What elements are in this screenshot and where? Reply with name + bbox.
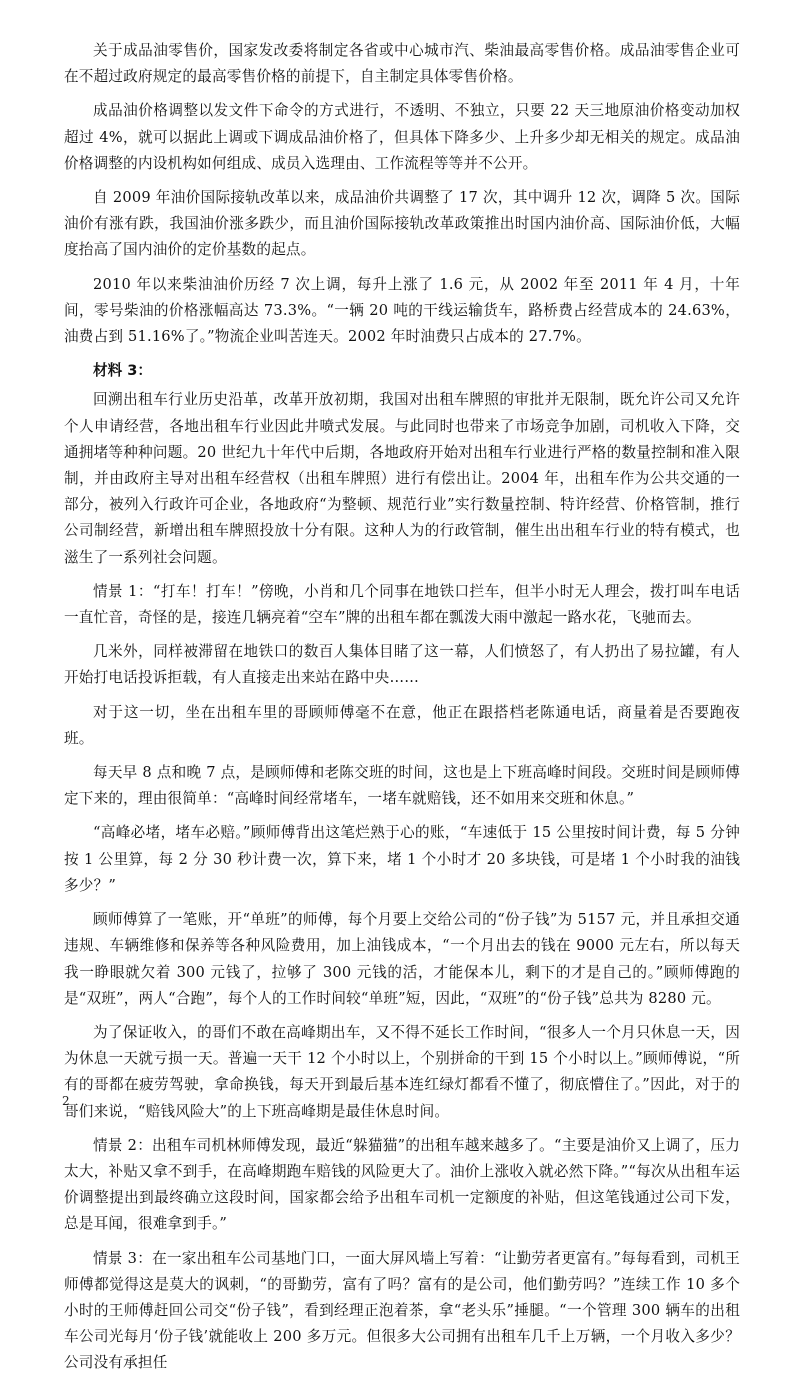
paragraph-price-adjustment: 成品油价格调整以发文件下命令的方式进行，不透明、不独立，只要 22 天三地原油价格变动加权超过 4%，就可以据此上调或下调成品油价格了，但具体下降多少、上升多少却无相关的规定。成品油价格调整的内设机构如何组成、成员入选理由、工作流程等等并不公开。 [64, 102, 740, 172]
paragraph-driver-gu: 对于这一切，坐在出租车里的哥顾师傅毫不在意，他正在跟搭档老陈通电话，商量着是否要跑夜班。 [64, 703, 740, 747]
paragraph-diesel-price: 2010 年以来柴油油价历经 7 次上调，每升上涨了 1.6 元，从 2002 年至 2011 年 4 月，十年间，零号柴油的价格涨幅高达 73.3%。“一辆 20 吨的干线运输货车，路桥费占经营成本的 24.63%，油费占到 51.16%了。”物流企业叫苦连天。2002 年时油费只占成本的 27.7%。 [64, 275, 740, 346]
section-heading-material-3: 材料 3： [93, 362, 153, 380]
paragraph-fee-calculation: 顾师傅算了一笔账，开“单班”的师傅，每个月要上交给公司的“份子钱”为 5157 元，并且承担交通违规、车辆维修和保养等各种风险费用，加上油钱成本，“一个月出去的钱在 9000 元左右，所以每天我一睁眼就欠着 300 元钱了，拉够了 300 元钱的活，才能保本儿，剩下的才是自己的。”顾师傅跑的是“双班”，两人“合跑”，每个人的工作时间较“单班”短，因此，“双班”的“份子钱”总共为 8280 元。 [64, 911, 740, 1007]
paragraph-scene-1: 情景 1：“打车！打车！”傍晚，小肖和几个同事在地铁口拦车，但半小时无人理会，拨打叫车电话一直忙音，奇怪的是，接连几辆亮着“空车”牌的出租车都在瓢泼大雨中激起一路水花，飞驰而去。 [64, 582, 740, 627]
paragraph-long-hours: 为了保证收入，的哥们不敢在高峰期出车，又不得不延长工作时间，“很多人一个月只休息一天，因为休息一天就亏损一天。普遍一天干 12 个小时以上，个别拼命的干到 15 个小时以上。”顾师傅说，“所有的哥都在疲劳驾驶，拿命换钱，每天开到最后基本连红绿灯都看不懂了，彻底懵住了。”因此，对于的哥们来说，“赔钱风险大”的上下班高峰期是最佳休息时间。 [64, 1023, 740, 1120]
paragraph-reform-since-2009: 自 2009 年油价国际接轨改革以来，成品油价共调整了 17 次，其中调升 12 次，调降 5 次。国际油价有涨有跌，我国油价涨多跌少，而且油价国际接轨改革政策推出时国内油价高、国际油价低，大幅度抬高了国内油价的定价基数的起点。 [64, 189, 740, 259]
paragraph-taxi-history: 回溯出租车行业历史沿革，改革开放初期，我国对出租车牌照的审批并无限制，既允许公司又允许个人申请经营，各地出租车行业因此井喷式发展。与此同时也带来了市场竞争加剧，司机收入下降，交通拥堵等种种问题。20 世纪九十年代中后期，各地政府开始对出租车行业进行严格的数量控制和准入限制，并由政府主导对出租车经营权（出租车牌照）进行有偿出让。2004 年，出租车作为公共交通的一部分，被列入行政许可企业，各地政府“为整顿、规范行业”实行数量控制、特许经营、价格管制，推行公司制经营，新增出租车牌照投放十分有限。这种人为的行政管制，催生出出租车行业的特有模式，也滋生了一系列社会问题。 [64, 391, 740, 566]
document-body [64, 38, 740, 1385]
paragraph-scene-3: 情景 3：在一家出租车公司基地门口，一面大屏风墙上写着：“让勤劳者更富有。”每每看到，司机王师傅都觉得这是莫大的讽刺，“的哥勤劳，富有了吗？富有的是公司，他们勤劳吗？”连续工作 10 多个小时的王师傅赶回公司交“份子钱”，看到经理正泡着茶，拿“老头乐”捶腿。“一个管理 300 辆车的出租车公司光每月‘份子钱’就能收上 200 多万元。但很多大公司拥有出租车几千上万辆，一个月收入多少？公司没有承担任 [64, 1249, 740, 1372]
page-number: 2 [62, 1094, 70, 1108]
paragraph-scene-2: 情景 2：出租车司机林师傅发现，最近“躲猫猫”的出租车越来越多了。“主要是油价又上调了，压力太大，补贴又拿不到手，在高峰期跑车赔钱的风险更大了。油价上涨收入就必然下降。”“每次从出租车运价调整提出到最终确立这段时间，国家都会给予出租车司机一定额度的补贴，但这笔钱通过公司下发，总是耳闻，很难拿到手。” [64, 1136, 740, 1233]
paragraph-crowd-anger: 几米外，同样被滞留在地铁口的数百人集体目睹了这一幕，人们愤怒了，有人扔出了易拉罐，有人开始打电话投诉拒载，有人直接走出来站在路中央…… [64, 643, 740, 687]
paragraph-retail-price: 关于成品油零售价，国家发改委将制定各省或中心城市汽、柴油最高零售价格。成品油零售企业可在不超过政府规定的最高零售价格的前提下，自主制定具体零售价格。 [64, 42, 740, 86]
paragraph-traffic-loss: “高峰必堵，堵车必赔。”顾师傅背出这笔烂熟于心的账，“车速低于 15 公里按时间计费，每 5 分钟按 1 公里算，每 2 分 30 秒计费一次，算下来，堵 1 个小时才 20 多块钱，可是堵 1 个小时我的油钱多少？” [64, 824, 740, 894]
paragraph-shift-change: 每天早 8 点和晚 7 点，是顾师傅和老陈交班的时间，这也是上下班高峰时间段。交班时间是顾师傅定下来的，理由很简单：“高峰时间经常堵车，一堵车就赔钱，还不如用来交班和休息。” [64, 764, 740, 808]
